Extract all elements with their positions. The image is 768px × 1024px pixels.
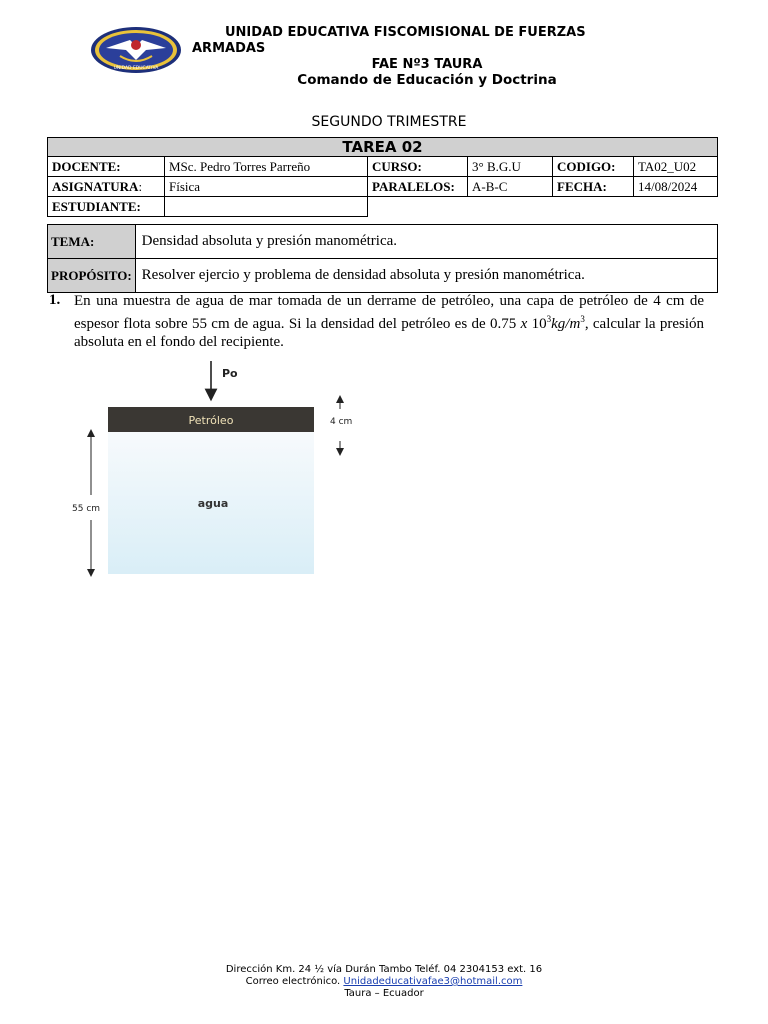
paralelos-label: PARALELOS: <box>368 177 468 197</box>
footer-email-line <box>0 976 768 988</box>
assignment-title: TAREA 02 <box>48 138 718 157</box>
asignatura-colon: : <box>138 178 143 194</box>
proposito-value: Resolver ejercio y problema de densidad absoluta y presión manométrica. <box>135 259 717 293</box>
footer-email-link[interactable]: Unidadeducativafae3@hotmail.com <box>343 976 523 987</box>
assignment-info-table <box>47 137 718 217</box>
oil-label: Petróleo <box>188 414 234 427</box>
water-depth-label: 55 cm <box>72 504 101 514</box>
codigo-label: CODIGO: <box>553 157 634 177</box>
asignatura-label: ASIGNATURA <box>52 178 139 194</box>
curso-label: CURSO: <box>368 157 468 177</box>
empty-cell <box>368 197 718 217</box>
footer <box>0 964 768 1000</box>
logo-text: UNIDAD EDUCATIVA <box>113 66 159 71</box>
topic-table <box>47 224 718 293</box>
footer-city: Taura – Ecuador <box>344 988 424 999</box>
term-title: SEGUNDO TRIMESTRE <box>311 114 467 130</box>
container-diagram <box>70 355 370 580</box>
estudiante-field[interactable] <box>165 197 368 217</box>
density-formula: 0.75 x $10^3kg/m^3$ <box>490 314 585 332</box>
tema-label: TEMA: <box>48 225 136 259</box>
paralelos-value: A-B-C <box>468 177 553 197</box>
question-text-before: En una muestra de agua de mar tomada de un derrame de petróleo, una capa de petróleo de 4 cm de espesor flota sobre 55 cm de agua. Si la densidad del petróleo es de <box>74 293 704 332</box>
docente-label: DOCENTE: <box>48 157 165 177</box>
institution-command: Comando de Educación y Doctrina <box>297 72 557 88</box>
curso-value: 3° B.G.U <box>468 157 553 177</box>
oil-thickness-label: 4 cm <box>330 417 353 427</box>
question-text <box>74 292 704 351</box>
estudiante-label: ESTUDIANTE: <box>48 197 165 217</box>
docente-value: MSc. Pedro Torres Parreño <box>165 157 368 177</box>
institution-name: UNIDAD EDUCATIVA FISCOMISIONAL DE FUERZAS ARMADAS <box>192 25 586 56</box>
asignatura-value: Física <box>165 177 368 197</box>
institution-subtitle: FAE Nº3 TAURA <box>371 57 483 72</box>
footer-email-label: Correo electrónico. <box>245 976 341 987</box>
question-number: 1. <box>49 292 61 308</box>
asignatura-label-cell <box>48 177 165 197</box>
proposito-label: PROPÓSITO: <box>48 259 136 293</box>
water-label: agua <box>197 497 229 510</box>
tema-value: Densidad absoluta y presión manométrica. <box>135 225 717 259</box>
question-text-after: , calcular la presión absoluta en el fondo del recipiente. <box>74 316 705 350</box>
pressure-label: Po <box>222 367 238 380</box>
codigo-value: TA02_U02 <box>634 157 718 177</box>
footer-address: Dirección Km. 24 ½ vía Durán Tambo Teléf. 04 2304153 ext. 16 <box>225 964 543 975</box>
fecha-label: FECHA: <box>553 177 634 197</box>
school-logo <box>90 26 182 74</box>
fecha-value: 14/08/2024 <box>634 177 718 197</box>
